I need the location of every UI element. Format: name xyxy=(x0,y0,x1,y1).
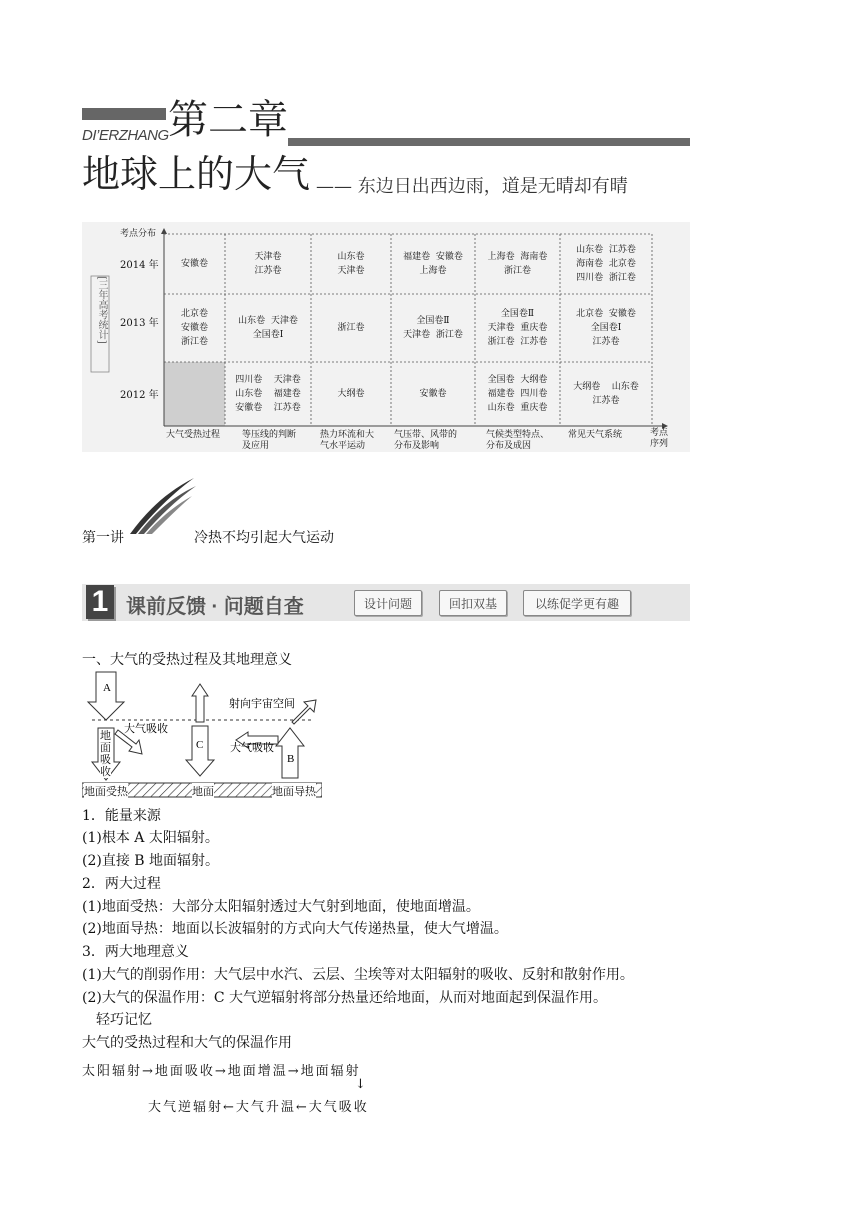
table-cell: 全国卷Ⅱ 天津卷 重庆卷 浙江卷 江苏卷 xyxy=(487,309,548,347)
lecture-title: 冷热不均引起大气运动 xyxy=(194,530,334,546)
table-cell xyxy=(164,362,225,426)
practice-fun-button[interactable]: 以练促学更有趣 xyxy=(523,590,631,616)
chapter-rule xyxy=(288,138,690,146)
atmosphere-heating-diagram xyxy=(82,670,322,800)
flow-row-2: 大气逆辐射←大气升温←大气吸收 xyxy=(148,1100,369,1115)
table-cell: 四川卷 天津卷 山东卷 福建卷 安徽卷 江苏卷 xyxy=(235,375,301,413)
label-ground-absorb: 地 面 吸 收 xyxy=(100,729,111,778)
text-line: 2．两大过程 xyxy=(82,876,161,892)
column-label: 热力环流和大 气水平运动 xyxy=(320,430,375,451)
table-cell: 北京卷 安徽卷 全国卷Ⅰ 江苏卷 xyxy=(576,309,636,347)
text-line: (1)大气的削弱作用：大气层中水汽、云层、尘埃等对太阳辐射的吸收、反射和散射作用。 xyxy=(82,967,634,983)
table-cell: 浙江卷 xyxy=(337,323,365,333)
label-absorb-2: 大气吸收 xyxy=(230,742,274,754)
table-cell: 上海卷 海南卷 浙江卷 xyxy=(487,252,548,276)
table-cell: 山东卷 天津卷 全国卷Ⅰ xyxy=(238,316,298,340)
flow-down-arrow: ↓ xyxy=(355,1077,368,1092)
axis-right-label: 考点 序列 xyxy=(650,428,669,449)
text-line: (1)地面受热：大部分太阳辐射透过大气射到地面，使地面增温。 xyxy=(82,899,480,915)
column-label: 常见天气系统 xyxy=(568,430,623,440)
chapter-number: 第二章 xyxy=(168,97,288,143)
chapter-pinyin: DI’ERZHANG xyxy=(82,127,169,144)
text-line: 3．两大地理意义 xyxy=(82,944,189,960)
ground-label-heated: 地面受热 xyxy=(84,785,128,798)
label-c: C xyxy=(196,739,204,751)
flow-row-1: 太阳辐射→地面吸收→地面增温→地面辐射 xyxy=(82,1064,361,1079)
table-cell: 天津卷 江苏卷 xyxy=(254,252,282,276)
side-label: [三年高考统计] xyxy=(96,276,107,344)
text-line: (2)直接 B 地面辐射。 xyxy=(82,853,220,869)
ground-label-ground: 地面 xyxy=(192,785,214,798)
axis-top-label: 考点分布 xyxy=(120,229,157,239)
text-line: (1)根本 A 太阳辐射。 xyxy=(82,830,219,846)
swoosh-logo xyxy=(126,476,198,538)
memory-tip-label: 轻巧记忆 xyxy=(96,1012,152,1028)
ground-label-conduct: 地面导热 xyxy=(272,785,316,798)
table-cell: 安徽卷 xyxy=(180,259,208,269)
year-2014: 2014 年 xyxy=(120,260,159,271)
review-basics-button[interactable]: 回扣双基 xyxy=(439,590,507,616)
memory-tip-title: 大气的受热过程和大气的保温作用 xyxy=(82,1035,292,1051)
label-absorb-1: 大气吸收 xyxy=(124,723,168,735)
year-2012: 2012 年 xyxy=(120,390,159,401)
column-label: 等压线的判断 及应用 xyxy=(242,430,297,451)
table-cell: 大纲卷 xyxy=(337,389,365,399)
lecture-label: 第一讲 xyxy=(82,530,124,546)
label-space: 射向宇宙空间 xyxy=(229,698,295,710)
table-cell: 全国卷Ⅱ 天津卷 浙江卷 xyxy=(403,316,463,340)
table-cell: 山东卷 江苏卷 海南卷 北京卷 四川卷 浙江卷 xyxy=(576,245,636,283)
table-cell: 全国卷 大纲卷 福建卷 四川卷 山东卷 重庆卷 xyxy=(487,375,548,413)
table-cell: 大纲卷 山东卷 江苏卷 xyxy=(573,382,639,406)
exam-statistics-table xyxy=(82,222,690,452)
column-label: 气压带、风带的 分布及影响 xyxy=(394,430,458,451)
text-line: (2)地面导热：地面以长波辐射的方式向大气传递热量，使大气增温。 xyxy=(82,921,508,937)
text-line: (2)大气的保温作用：C 大气逆辐射将部分热量还给地面，从而对地面起到保温作用。 xyxy=(82,990,607,1006)
table-cell: 福建卷 安徽卷 上海卷 xyxy=(403,252,463,276)
chapter-subtitle: —— 东边日出西边雨，道是无晴却有晴 xyxy=(316,176,628,197)
label-b: B xyxy=(287,753,295,765)
section-banner xyxy=(82,584,690,621)
design-question-button[interactable]: 设计问题 xyxy=(354,590,422,616)
section-heading: 一、大气的受热过程及其地理意义 xyxy=(82,652,292,668)
table-cell: 北京卷 安徽卷 浙江卷 xyxy=(180,309,208,347)
banner-title: 课前反馈 · 问题自查 xyxy=(126,596,304,618)
column-label: 气候类型特点、 分布及成因 xyxy=(486,430,550,451)
chapter-band xyxy=(82,108,166,120)
chapter-title: 地球上的大气 xyxy=(82,154,311,196)
banner-number: 1 xyxy=(86,585,114,619)
table-cell: 安徽卷 xyxy=(419,389,447,399)
label-a: A xyxy=(103,682,111,694)
year-2013: 2013 年 xyxy=(120,318,159,329)
table-cell: 山东卷 天津卷 xyxy=(337,252,365,276)
column-label: 大气受热过程 xyxy=(166,430,221,440)
text-line: 1．能量来源 xyxy=(82,808,161,824)
